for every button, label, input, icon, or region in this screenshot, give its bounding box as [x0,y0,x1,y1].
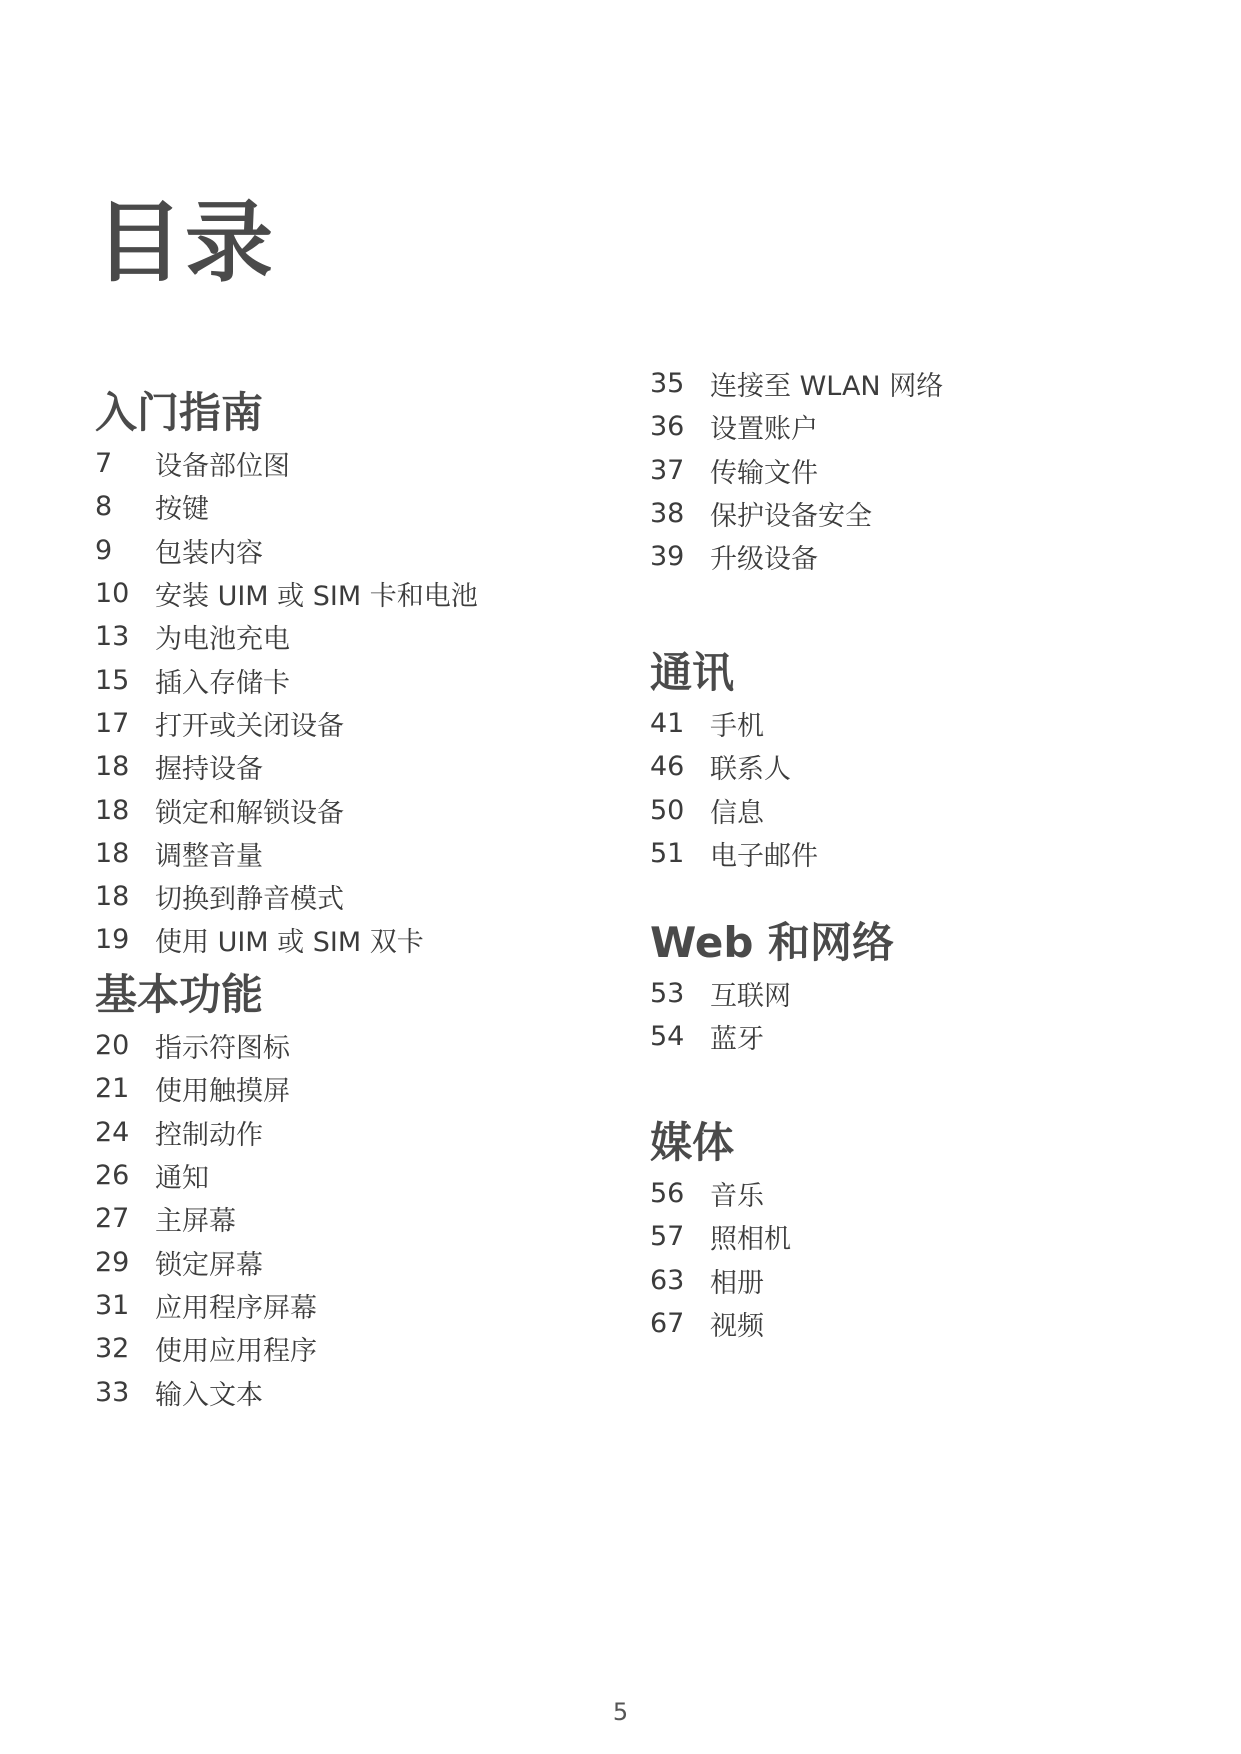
toc-entry-page-number: 17 [95,707,130,739]
toc-entry-title: 插入存储卡 [155,667,290,699]
toc-entry-title: 切换到静音模式 [155,884,344,916]
toc-entry-page-number: 63 [650,1264,685,1296]
toc-entry[interactable] [650,1259,1150,1302]
toc-entry-page-number: 67 [650,1308,685,1340]
toc-entry[interactable] [95,875,595,918]
toc-entry-page-number: 18 [95,881,130,913]
page-number: 5 [612,1698,629,1726]
toc-entry[interactable] [95,1154,595,1197]
toc-entry-page-number: 35 [650,368,685,400]
toc-entry-page-number: 51 [650,838,685,870]
toc-entry-page-number: 19 [95,924,130,956]
toc-entry-title: 锁定屏幕 [155,1249,263,1281]
toc-entry-title: 通知 [155,1163,209,1195]
toc-entry-title: 应用程序屏幕 [155,1292,317,1324]
toc-entry-title: 设置账户 [710,414,818,446]
toc-entry[interactable] [650,449,1150,492]
toc-entry[interactable] [650,535,1150,578]
toc-entry[interactable] [650,745,1150,788]
toc-entry[interactable] [650,362,1150,405]
toc-entry-page-number: 9 [95,534,113,566]
toc-entry[interactable] [95,745,595,788]
toc-entry-page-number: 10 [95,578,130,610]
toc-section [95,388,595,962]
section-heading: 通讯 [650,648,735,697]
toc-entry-page-number: 46 [650,751,685,783]
toc-entry-title: 传输文件 [710,457,818,489]
toc-entry-title: 音乐 [710,1181,764,1213]
toc-entry-page-number: 27 [95,1203,130,1235]
toc-entry-title: 照相机 [710,1224,791,1256]
toc-entry[interactable] [650,405,1150,448]
toc-entry-title: 输入文本 [155,1379,263,1411]
toc-entry-list [95,442,595,962]
toc-entry-page-number: 50 [650,794,685,826]
toc-entry-page-number: 18 [95,794,130,826]
toc-entry[interactable] [95,615,595,658]
toc-entry[interactable] [650,832,1150,875]
toc-entry[interactable] [95,918,595,961]
toc-entry-page-number: 15 [95,664,130,696]
toc-entry-list [95,1024,595,1414]
toc-entry[interactable] [95,1024,595,1067]
toc-entry[interactable] [650,492,1150,535]
toc-entry-page-number: 38 [650,498,685,530]
toc-entry-page-number: 8 [95,491,113,523]
toc-entry-title: 手机 [710,711,764,743]
toc-entry[interactable] [95,658,595,701]
toc-entry[interactable] [95,1240,595,1283]
section-heading: 媒体 [650,1118,735,1167]
toc-entry-page-number: 26 [95,1160,130,1192]
toc-entry[interactable] [95,1067,595,1110]
toc-entry-title: 打开或关闭设备 [155,710,344,742]
toc-entry-title: 保护设备安全 [710,501,872,533]
toc-entry[interactable] [650,1015,1150,1058]
toc-entry-page-number: 32 [95,1333,130,1365]
toc-entry-title: 握持设备 [155,754,263,786]
toc-section [95,970,595,1414]
toc-entry-page-number: 57 [650,1221,685,1253]
toc-entry[interactable] [95,529,595,572]
toc-entry-title: 连接至 WLAN 网络 [710,371,944,403]
toc-entry-title: 电子邮件 [710,841,818,873]
toc-entry[interactable] [650,1302,1150,1345]
toc-entry[interactable] [650,1215,1150,1258]
toc-entry-page-number: 18 [95,837,130,869]
toc-entry-title: 使用触摸屏 [155,1076,290,1108]
toc-entry-list [650,972,1150,1059]
toc-entry-page-number: 29 [95,1246,130,1278]
toc-entry-title: 为电池充电 [155,624,290,656]
toc-entry[interactable] [95,1197,595,1240]
toc-entry-page-number: 20 [95,1030,130,1062]
toc-entry[interactable] [95,1284,595,1327]
toc-section [650,918,1150,1059]
toc-entry-title: 设备部位图 [155,451,290,483]
toc-entry[interactable] [95,702,595,745]
toc-entry[interactable] [95,1111,595,1154]
toc-entry-page-number: 24 [95,1116,130,1148]
toc-entry-title: 指示符图标 [155,1033,290,1065]
section-heading: 入门指南 [95,388,264,437]
toc-entry-page-number: 7 [95,448,113,480]
toc-entry[interactable] [95,832,595,875]
toc-entry[interactable] [95,788,595,831]
toc-entry[interactable] [650,1172,1150,1215]
toc-entry-list [650,362,1150,578]
toc-entry-page-number: 39 [650,541,685,573]
toc-entry-page-number: 13 [95,621,130,653]
toc-entry-title: 安装 UIM 或 SIM 卡和电池 [155,581,478,613]
toc-entry[interactable] [650,789,1150,832]
toc-entry[interactable] [650,702,1150,745]
toc-entry-title: 控制动作 [155,1119,263,1151]
toc-entry[interactable] [95,1370,595,1413]
toc-entry[interactable] [95,442,595,485]
toc-entry-title: 使用应用程序 [155,1336,317,1368]
toc-entry-page-number: 31 [95,1289,130,1321]
toc-entry-title: 联系人 [710,754,791,786]
toc-entry-title: 信息 [710,797,764,829]
toc-entry-title: 调整音量 [155,840,263,872]
toc-entry-page-number: 53 [650,978,685,1010]
toc-entry-list [650,1172,1150,1345]
toc-entry-title: 使用 UIM 或 SIM 双卡 [155,927,424,959]
toc-entry-title: 主屏幕 [155,1206,236,1238]
toc-entry[interactable] [95,485,595,528]
section-heading: 基本功能 [95,970,264,1019]
toc-entry-title: 视频 [710,1311,764,1343]
toc-entry-list [650,702,1150,875]
toc-entry[interactable] [95,572,595,615]
toc-section [650,362,1150,578]
toc-entry-title: 相册 [710,1267,764,1299]
toc-entry-title: 互联网 [710,981,791,1013]
toc-entry[interactable] [650,972,1150,1015]
toc-entry-title: 锁定和解锁设备 [155,797,344,829]
toc-entry-title: 按键 [155,494,209,526]
toc-entry-page-number: 37 [650,454,685,486]
toc-entry-title: 蓝牙 [710,1024,764,1056]
toc-entry-title: 升级设备 [710,544,818,576]
toc-section [650,1118,1150,1345]
toc-entry-page-number: 41 [650,708,685,740]
toc-entry-page-number: 33 [95,1376,130,1408]
toc-entry-title: 包装内容 [155,537,263,569]
section-heading: Web 和网络 [650,918,895,967]
toc-entry-page-number: 21 [95,1073,130,1105]
toc-entry-page-number: 56 [650,1178,685,1210]
toc-entry[interactable] [95,1327,595,1370]
toc-section [650,648,1150,875]
toc-entry-page-number: 54 [650,1021,685,1053]
toc-entry-page-number: 18 [95,751,130,783]
toc-entry-page-number: 36 [650,411,685,443]
page-title: 目录 [95,190,276,294]
